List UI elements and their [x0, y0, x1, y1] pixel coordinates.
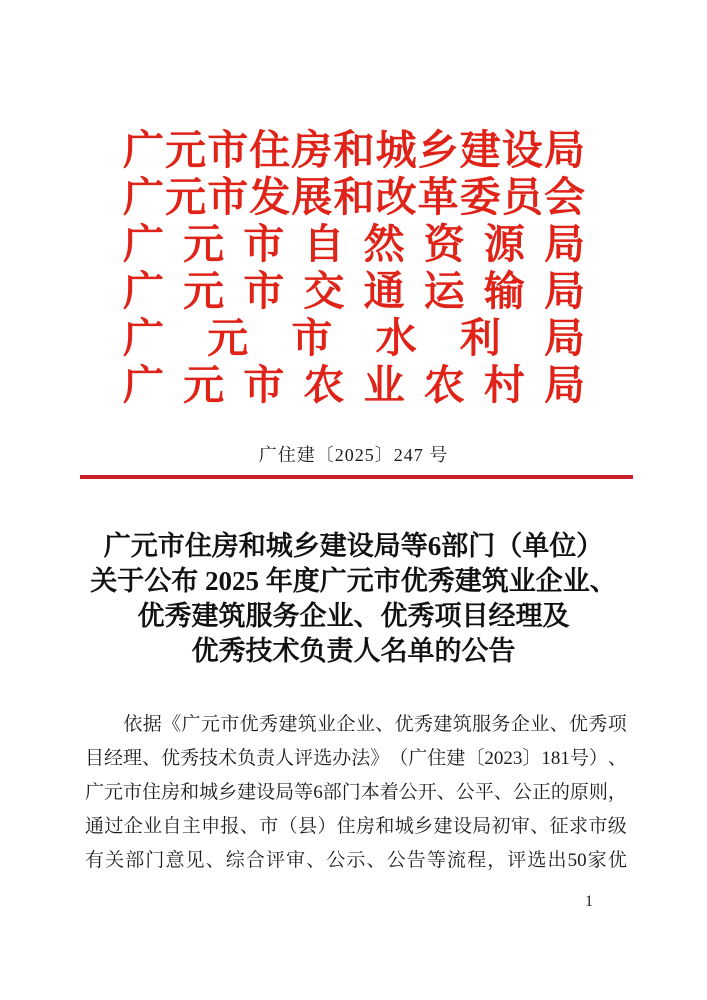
red-divider-line: [80, 475, 633, 479]
page-number: 1: [585, 893, 593, 910]
body-line-3: 广 元 市 住 房 和 城 乡 建 设 局 等 6 部 门 本 着 公 开 、 公 平 、 公 正 的 原 则 ，: [85, 782, 627, 803]
title-line-1: 广元市住房和城乡建设局等6部门（单位）: [103, 531, 604, 561]
agency-line-water-resources: 广 元 市 水 利 局: [123, 315, 585, 361]
body-line-1: 依 据 《 广 元 市 优 秀 建 筑 业 企 业 、 优 秀 建 筑 服 务 企 业 、 优 秀 项: [123, 714, 627, 735]
body-line-2: 目 经 理 、 优 秀 技 术 负 责 人 评 选 办 法 》 （ 广 住 建 〔 2023 〕 181 号 ） 、: [85, 748, 627, 769]
red-header-agencies: [123, 127, 585, 409]
title-line-3: 优秀建筑服务企业、优秀项目经理及: [137, 601, 570, 631]
body-line-4: 通 过 企 业 自 主 申 报 、 市 （ 县 ） 住 房 和 城 乡 建 设 局 初 审 、 征 求 市 级: [85, 816, 627, 837]
document-body-paragraph: [85, 708, 627, 878]
title-line-4: 优秀技术负责人名单的公告: [191, 636, 516, 666]
title-line-2: 关于公布 2025 年度广元市优秀建筑业企业、: [90, 566, 617, 596]
document-title: [50, 529, 657, 669]
agency-line-development-reform: 广 元 市 发 展 和 改 革 委 员 会: [123, 174, 585, 220]
body-line-5: 有 关 部 门 意 见 、 综 合 评 审 、 公 示 、 公 告 等 流 程 ， 评 选 出 50 家 优: [85, 850, 627, 871]
agency-line-housing-urban-rural: 广 元 市 住 房 和 城 乡 建 设 局: [123, 127, 585, 173]
document-reference-number: 广住建〔2025〕247 号: [258, 445, 449, 465]
agency-line-agriculture-rural: 广 元 市 农 业 农 村 局: [123, 362, 585, 408]
agency-line-transportation: 广 元 市 交 通 运 输 局: [123, 268, 585, 314]
agency-line-natural-resources: 广 元 市 自 然 资 源 局: [123, 221, 585, 267]
